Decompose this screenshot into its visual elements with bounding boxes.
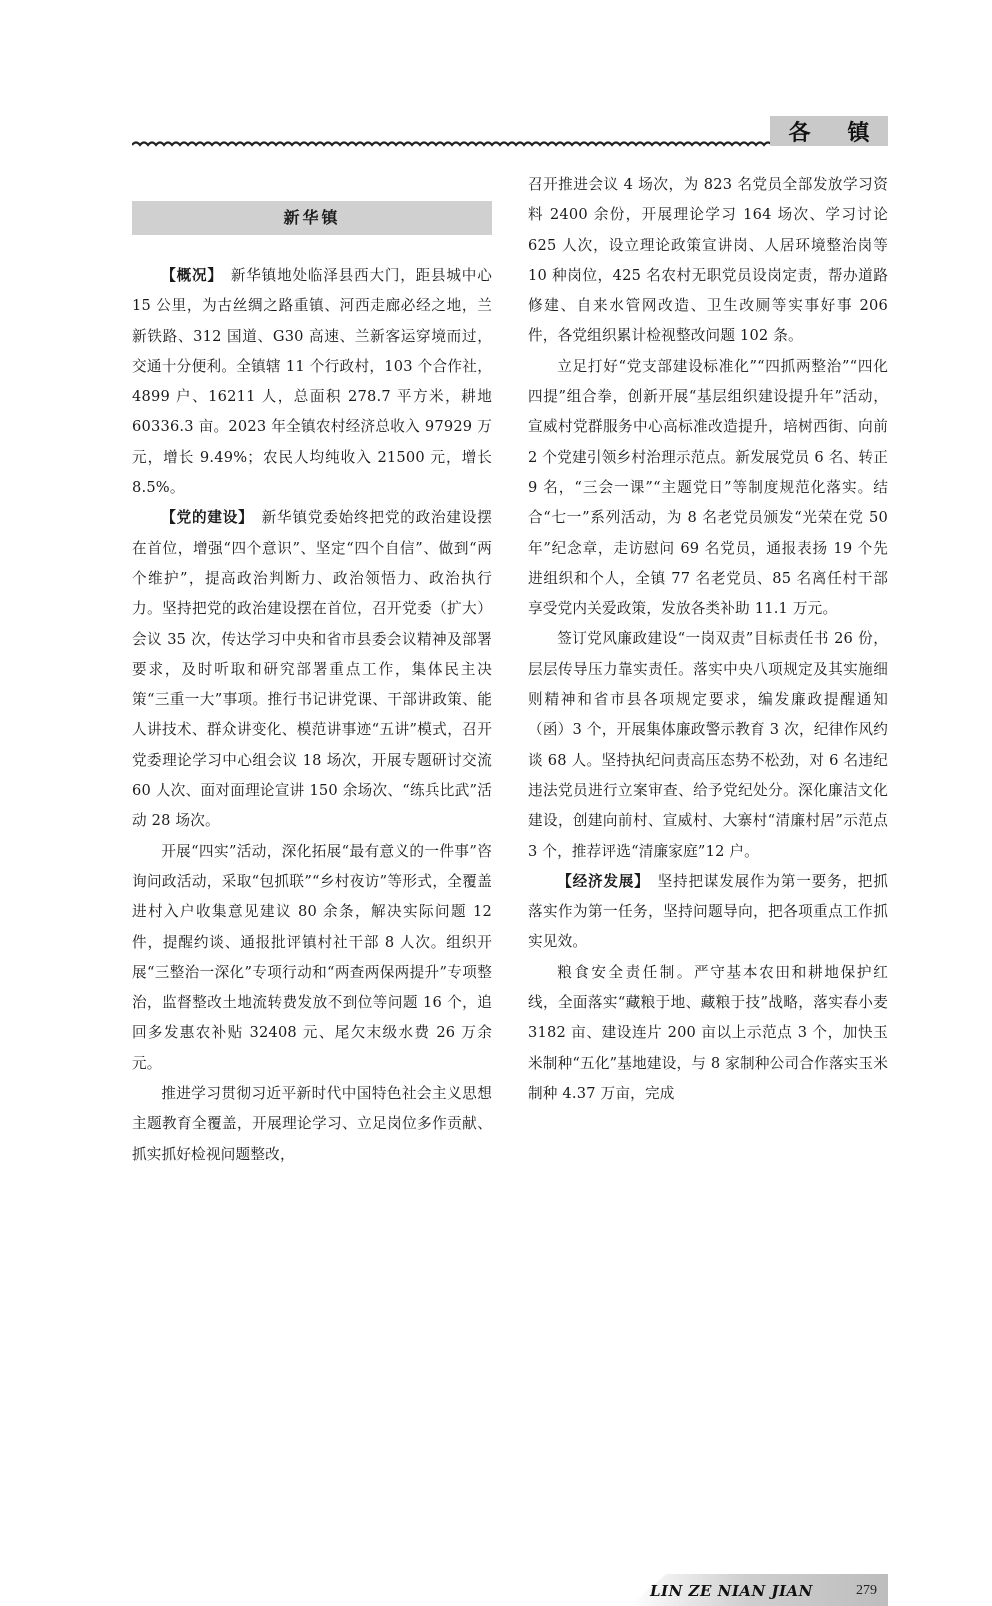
section-tab-char-2: 镇 xyxy=(847,120,870,146)
paragraph xyxy=(132,837,492,1079)
paragraph-text: 推进学习贯彻习近平新时代中国特色社会主义思想主题教育全覆盖，开展理论学习、立足岗位多作贡献、抓实抓好检视问题整改， xyxy=(132,1085,492,1163)
paragraph xyxy=(528,624,888,866)
section-tab-char-1: 各 xyxy=(788,120,811,146)
subhead: 粮食安全责任制。 xyxy=(557,963,694,981)
paragraph-text: 开展“四实”活动，深化拓展“最有意义的一件事”咨询问政活动，采取“包抓联”“乡村夜访”等形式，全覆盖进村入户收集意见建议 80 余条，解决实际问题 12 件，提醒约谈、通报批评镇村社干部 8 人次。组织开展“三整治一深化”专项行动和“两查两保两提升”专项整治，监督整改土地流转费发放不到位等问题 16 个，追回多发惠农补贴 32408 元、尾欠末级水费 26 万余元。 xyxy=(132,842,492,1072)
paragraph-text: 新华镇党委始终把党的政治建设摆在首位，增强“四个意识”、坚定“四个自信”、做到“两个维护”，提高政治判断力、政治领悟力、政治执行力。坚持把党的政治建设摆在首位，召开党委（扩大）会议 35 次，传达学习中央和省市县委会议精神及部署要求，及时听取和研究部署重点工作，集体民主决策“三重一大”事项。推行书记讲党课、干部讲政策、能人讲技术、群众讲变化、模范讲事迹“五讲”模式，召开党委理论学习中心组会议 18 场次，开展专题研讨交流 60 人次、面对面理论宣讲 150 余场次、“练兵比武”活动 28 场次。 xyxy=(132,509,492,830)
header-wavy-rule xyxy=(132,136,772,152)
paragraph-text: 新华镇地处临泽县西大门，距县城中心 15 公里，为古丝绸之路重镇、河西走廊必经之地，兰新铁路、312 国道、G30 高速、兰新客运穿境而过，交通十分便利。全镇辖 11 个行政村，103 个合作社，4899 户、16211 人，总面积 278.7 平方米，耕地 60336.3 亩。2023 年全镇农村经济总收入 97929 万元，增长 9.49%；农民人均纯收入 21500 元，增长 8.5%。 xyxy=(132,267,492,497)
paragraph-text: 严守基本农田和耕地保护红线，全面落实“藏粮于地、藏粮于技”战略，落实春小麦 3182 亩、建设连片 200 亩以上示范点 3 个，加快玉米制种“五化”基地建设，与 8 家制种公司合作落实玉米制种 4.37 万亩，完成 xyxy=(528,963,888,1102)
paragraph xyxy=(528,170,888,352)
section-tag: 【概况】 xyxy=(161,267,223,284)
paragraph xyxy=(132,1079,492,1170)
section-tag: 【党的建设】 xyxy=(161,509,254,527)
article-title xyxy=(132,201,492,235)
article-title-text: 新华镇 xyxy=(283,207,341,227)
left-column xyxy=(132,170,492,1170)
section-tag: 【经济发展】 xyxy=(557,872,650,890)
right-paragraphs xyxy=(528,170,888,1109)
paragraph-text: 召开推进会议 4 场次，为 823 名党员全部发放学习资料 2400 余份，开展理论学习 164 场次、学习讨论 625 人次，设立理论政策宣讲岗、人居环境整治岗等 10 种岗位，425 名农村无职党员设岗定责，帮办道路修建、自来水管网改造、卫生改厕等实事好事 206 件，各党组织累计检视整改问题 102 条。 xyxy=(528,176,888,345)
paragraph xyxy=(528,352,888,625)
section-tab xyxy=(770,116,888,146)
paragraph xyxy=(528,867,888,958)
footer-journal-name: LIN ZE NIAN JIAN xyxy=(650,1582,813,1600)
paragraph xyxy=(132,503,492,836)
right-column xyxy=(528,170,888,1109)
paragraph-text: 立足打好“党支部建设标准化”“四抓两整治”“四化四提”组合拳，创新开展“基层组织建设提升年”活动，宣威村党群服务中心高标准改造提升，培树西街、向前 2 个党建引领乡村治理示范点。新发展党员 6 名、转正 9 名，“三会一课”“主题党日”等制度规范化落实。结合“七一”系列活动，为 8 名老党员颁发“光荣在党 50 年”纪念章，走访慰问 69 名党员，通报表扬 19 个先进组织和个人，全镇 77 名老党员、85 名离任村干部享受党内关爱政策，发放各类补助 11.1 万元。 xyxy=(528,357,888,618)
paragraph-text: 签订党风廉政建设“一岗双责”目标责任书 26 份，层层传导压力靠实责任。落实中央八项规定及其实施细则精神和省市县各项规定要求，编发廉政提醒通知（函）3 个，开展集体廉政警示教育 3 次，纪律作风约谈 68 人。坚持执纪问责高压态势不松劲，对 6 名违纪违法党员进行立案审查、给予党纪处分。深化廉洁文化建设，创建向前村、宣威村、大寨村“清廉村居”示范点 3 个，推荐评选“清廉家庭”12 户。 xyxy=(528,630,888,860)
paragraph xyxy=(132,261,492,503)
paragraph xyxy=(528,958,888,1109)
left-paragraphs xyxy=(132,261,492,1170)
page-number: 279 xyxy=(856,1583,877,1598)
paragraph-text: 坚持把谋发展作为第一要务，把抓落实作为第一任务，坚持问题导向，把各项重点工作抓实见效。 xyxy=(528,872,888,951)
